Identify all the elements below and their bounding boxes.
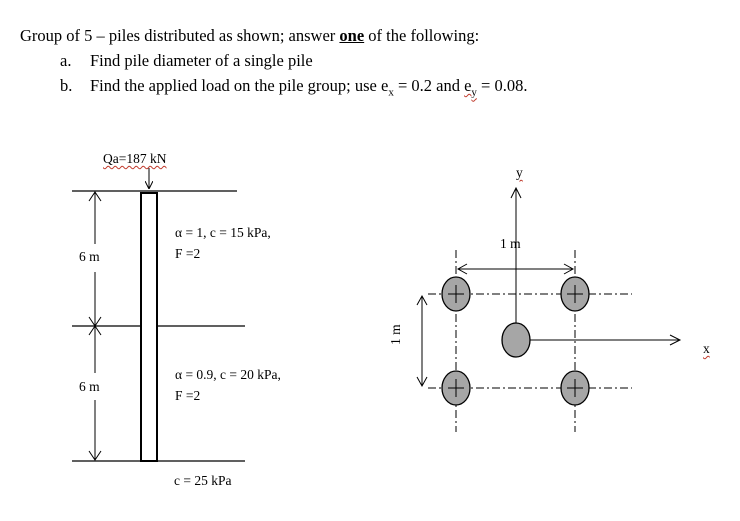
pile-center xyxy=(502,323,530,357)
question-emphasis: one xyxy=(339,26,365,45)
y-axis-label: y xyxy=(516,165,523,180)
item-a-marker: a. xyxy=(60,51,72,70)
x-axis-label: x xyxy=(703,341,710,356)
layer1-thickness: 6 m xyxy=(79,249,100,264)
spacing-y-label: 1 m xyxy=(388,324,403,345)
layer1-safety-factor: F =2 xyxy=(175,246,201,261)
base-soil-label: c = 25 kPa xyxy=(174,473,232,488)
item-a-text: Find pile diameter of a single pile xyxy=(90,51,313,70)
load-label: Qa=187 kN xyxy=(103,151,167,166)
layer2-thickness: 6 m xyxy=(79,379,100,394)
layer2-parameters: α = 0.9, c = 20 kPa, xyxy=(175,367,281,382)
item-b-marker: b. xyxy=(60,76,73,95)
question-intro-pre: Group of 5 – piles distributed as shown; answer xyxy=(20,26,340,45)
item-b-text: Find the applied load on the pile group; use $e_x = 0.2$ and $e_y = 0.08$. xyxy=(90,76,528,99)
question-intro-post: of the following: xyxy=(364,26,480,45)
layer1-parameters: α = 1, c = 15 kPa, xyxy=(175,225,271,240)
pile-shaft xyxy=(141,193,157,461)
layer2-safety-factor: F =2 xyxy=(175,388,201,403)
spacing-x-label: 1 m xyxy=(500,236,521,251)
